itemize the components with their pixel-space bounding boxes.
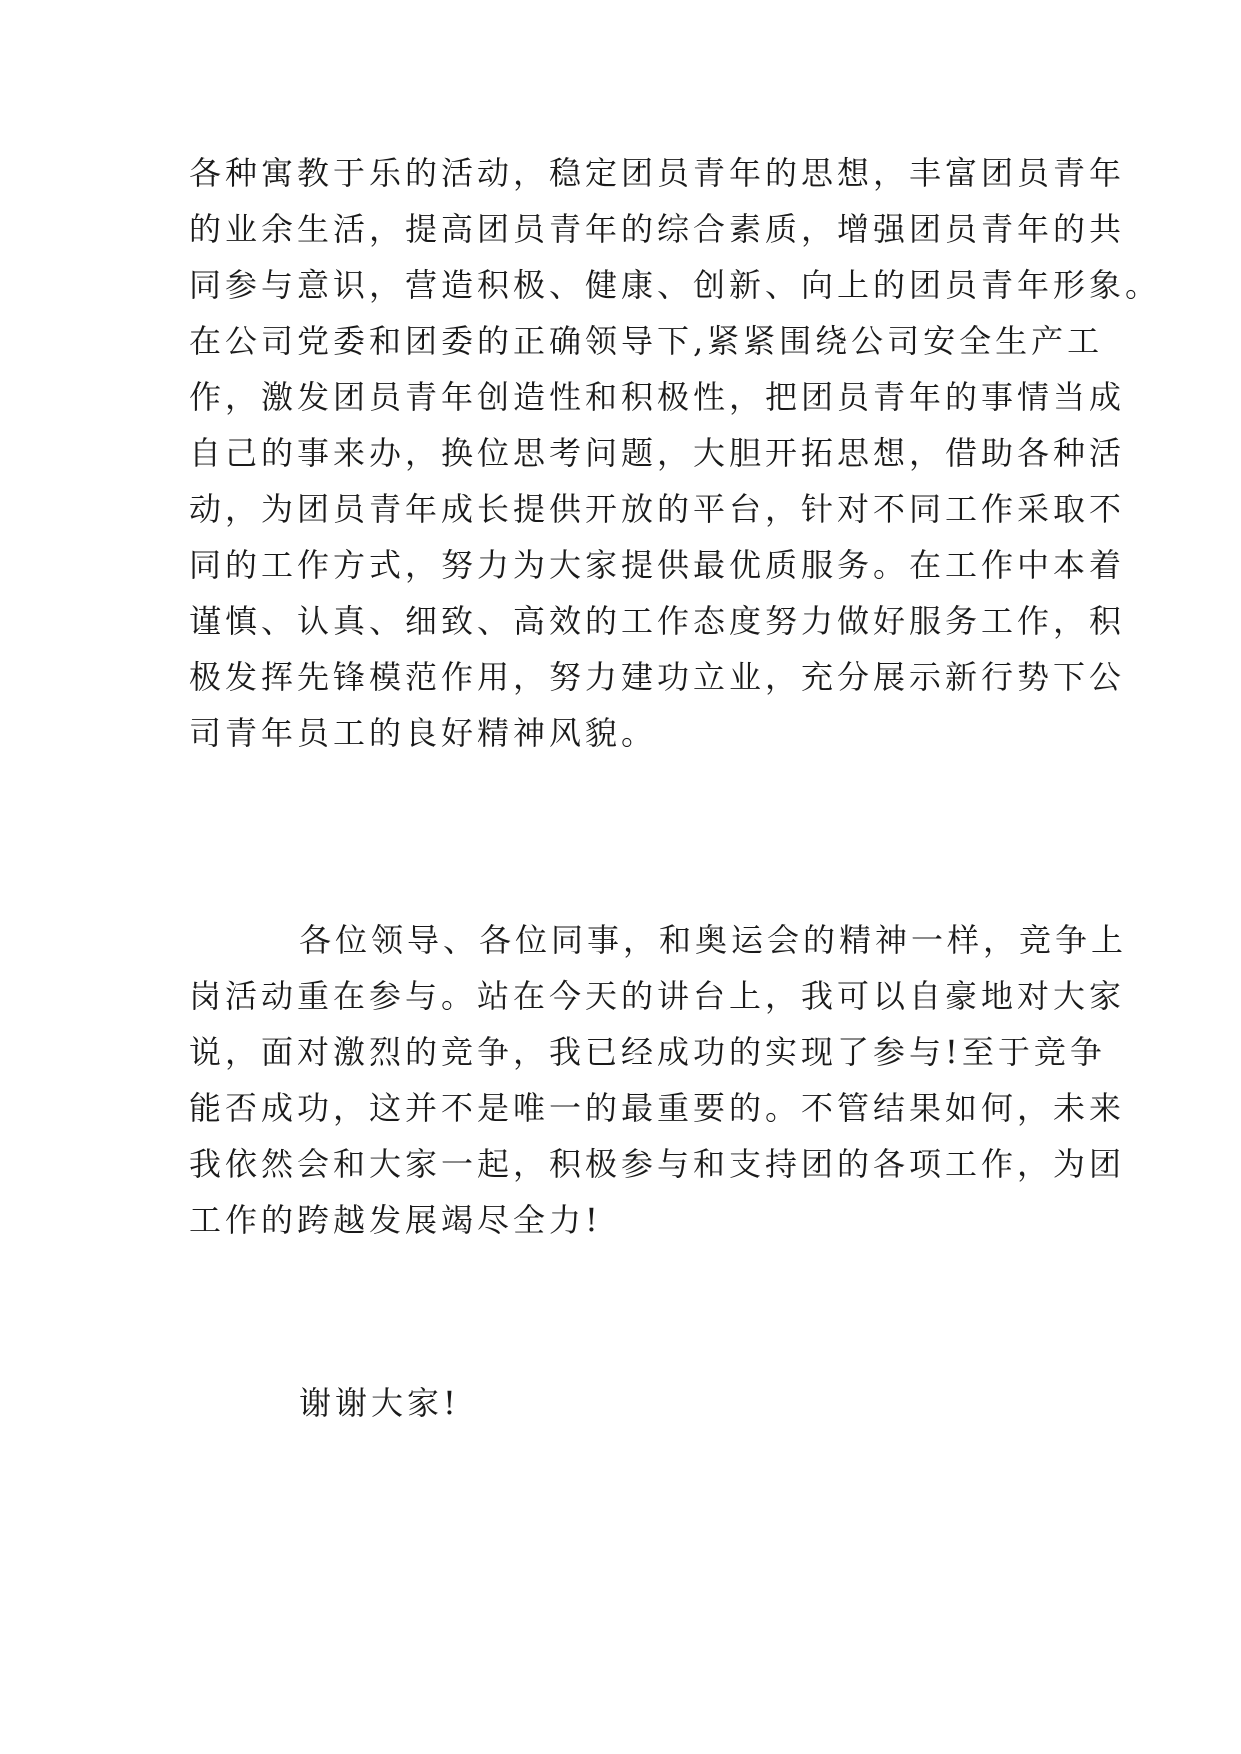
- paragraph-1-line: 司青年员工的良好精神风貌。: [189, 714, 658, 752]
- paragraph-1-line: 极发挥先锋模范作用，努力建功立业，充分展示新行势下公: [189, 658, 1126, 696]
- paragraph-1-line: 动，为团员青年成长提供开放的平台，针对不同工作采取不: [189, 490, 1126, 528]
- paragraph-1-line: 作，激发团员青年创造性和积极性，把团员青年的事情当成: [189, 378, 1126, 416]
- paragraph-1-line: 各种寓教于乐的活动，稳定团员青年的思想，丰富团员青年: [189, 154, 1126, 192]
- paragraph-2-line: 工作的跨越发展竭尽全力!: [189, 1201, 602, 1239]
- closing-thanks: 谢谢大家!: [299, 1384, 460, 1422]
- paragraph-2-line: 能否成功，这并不是唯一的最重要的。不管结果如何，未来: [189, 1089, 1126, 1127]
- paragraph-2-line: 岗活动重在参与。站在今天的讲台上，我可以自豪地对大家: [189, 977, 1126, 1015]
- paragraph-1-line: 自己的事来办，换位思考问题，大胆开拓思想，借助各种活: [189, 434, 1126, 472]
- paragraph-1-line: 谨慎、认真、细致、高效的工作态度努力做好服务工作，积: [189, 602, 1126, 640]
- paragraph-1-line: 在公司党委和团委的正确领导下,紧紧围绕公司安全生产工: [189, 322, 1104, 360]
- paragraph-2-line: 说，面对激烈的竞争，我已经成功的实现了参与!至于竞争: [189, 1033, 1106, 1071]
- paragraph-1-line: 同的工作方式，努力为大家提供最优质服务。在工作中本着: [189, 546, 1126, 584]
- paragraph-1-line: 同参与意识，营造积极、健康、创新、向上的团员青年形象。: [189, 266, 1162, 304]
- paragraph-1-line: 的业余生活，提高团员青年的综合素质，增强团员青年的共: [189, 210, 1126, 248]
- paragraph-2-line: 我依然会和大家一起，积极参与和支持团的各项工作，为团: [189, 1145, 1126, 1183]
- paragraph-2-first-line: 各位领导、各位同事，和奥运会的精神一样，竞争上: [299, 921, 1128, 959]
